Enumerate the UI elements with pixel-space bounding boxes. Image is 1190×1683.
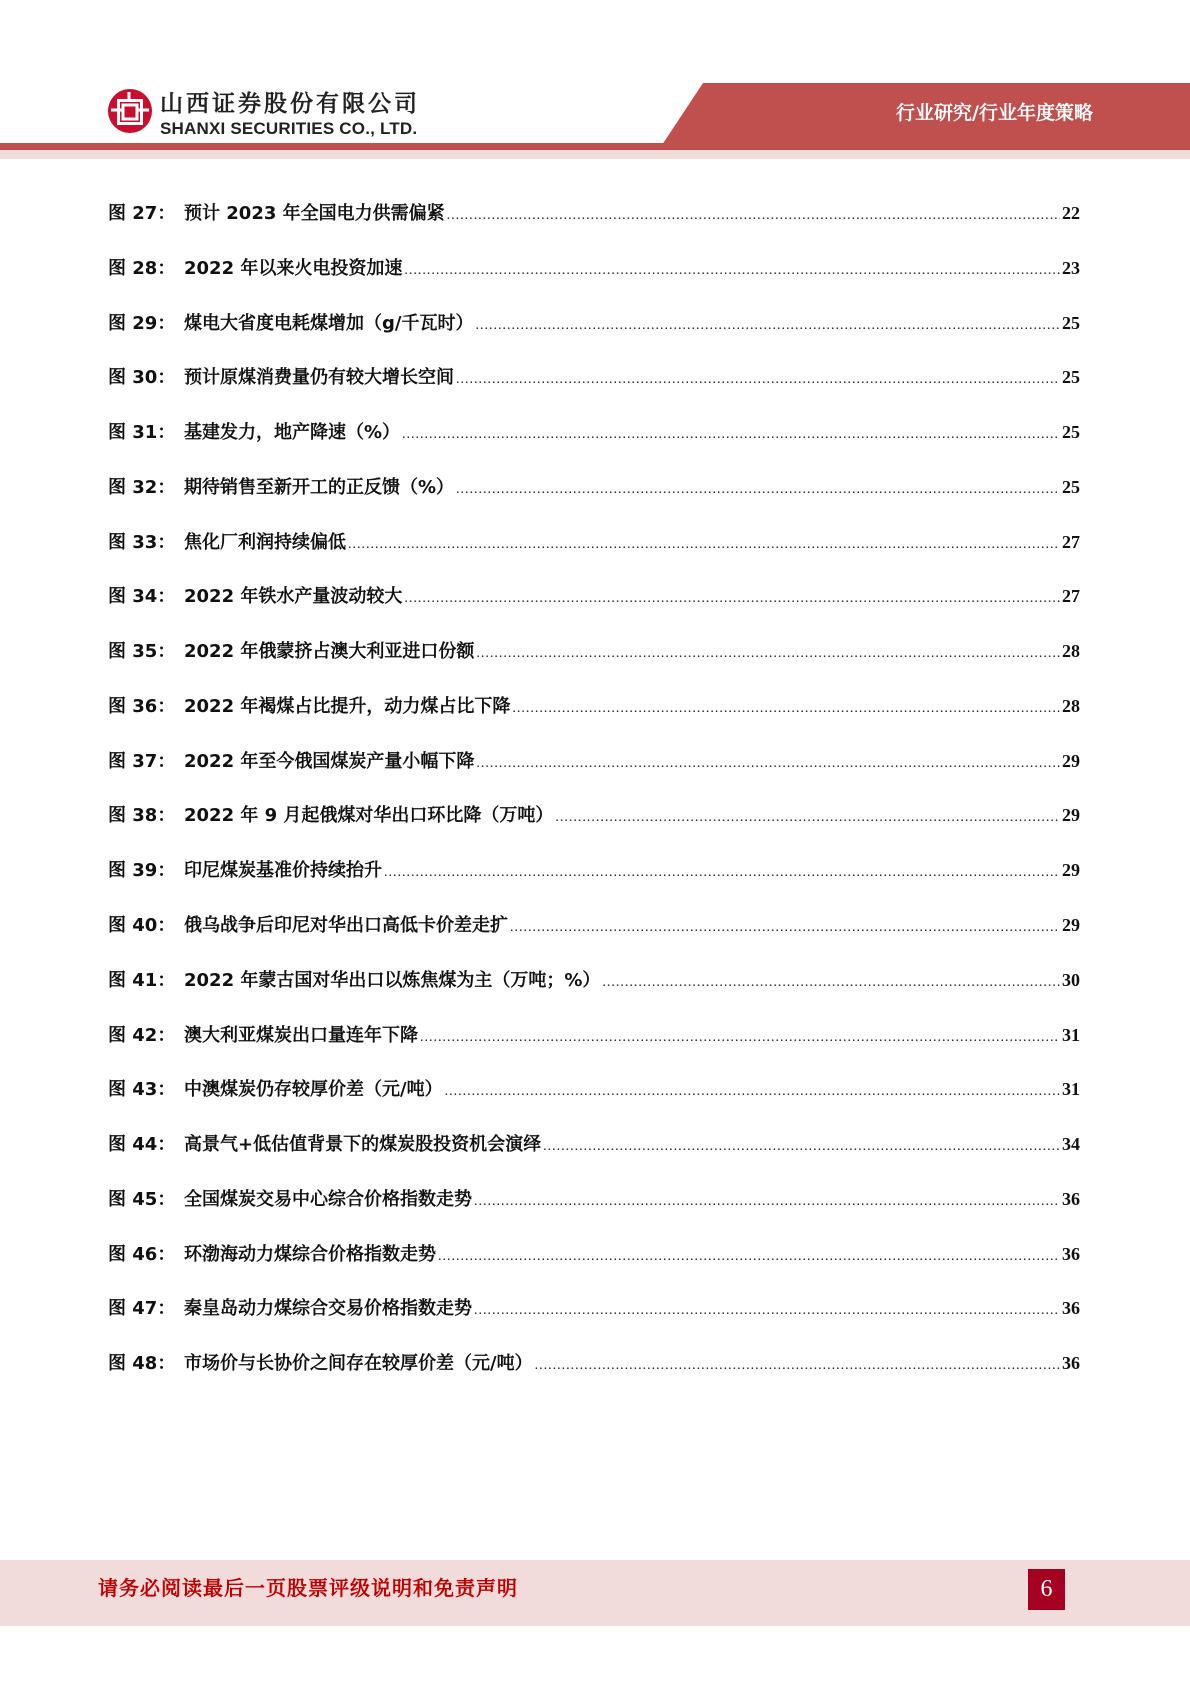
page-number: 29 bbox=[1062, 805, 1080, 825]
toc-entry[interactable] bbox=[108, 419, 1080, 445]
figure-label: 图 45： bbox=[108, 1189, 176, 1210]
dot-leader bbox=[404, 258, 1060, 284]
dot-leader bbox=[348, 532, 1060, 558]
page-number: 34 bbox=[1062, 1134, 1080, 1154]
toc-entry[interactable] bbox=[108, 967, 1080, 993]
figure-label: 图 33： bbox=[108, 532, 176, 553]
toc-entry[interactable] bbox=[108, 1186, 1080, 1212]
figure-title: 预计 2023 年全国电力供需偏紧 bbox=[184, 203, 445, 224]
figure-label: 图 32： bbox=[108, 477, 176, 498]
toc-entry[interactable] bbox=[108, 474, 1080, 500]
figure-title: 焦化厂利润持续偏低 bbox=[184, 532, 346, 553]
page-number: 25 bbox=[1062, 477, 1080, 497]
figure-title: 高景气+低估值背景下的煤炭股投资机会演绎 bbox=[184, 1134, 542, 1155]
figure-title: 预计原煤消费量仍有较大增长空间 bbox=[184, 367, 454, 388]
dot-leader bbox=[456, 367, 1060, 393]
figure-label: 图 43： bbox=[108, 1079, 176, 1100]
toc-entry[interactable] bbox=[108, 748, 1080, 774]
figure-label: 图 29： bbox=[108, 313, 176, 334]
dot-leader bbox=[543, 1134, 1060, 1160]
dot-leader bbox=[445, 1079, 1060, 1105]
dot-leader bbox=[474, 1189, 1060, 1215]
page-number: 36 bbox=[1062, 1244, 1080, 1264]
page-number: 25 bbox=[1062, 367, 1080, 387]
dot-leader bbox=[555, 805, 1060, 831]
dot-leader bbox=[402, 422, 1060, 448]
figure-title: 中澳煤炭仍存较厚价差（元/吨） bbox=[184, 1079, 443, 1100]
dot-leader bbox=[384, 860, 1060, 886]
page-number: 27 bbox=[1062, 532, 1080, 552]
toc-entry[interactable] bbox=[108, 529, 1080, 555]
figure-label: 图 44： bbox=[108, 1134, 176, 1155]
page-number: 30 bbox=[1062, 970, 1080, 990]
page-number: 29 bbox=[1062, 915, 1080, 935]
header-divider-light bbox=[0, 150, 1190, 159]
toc-entry[interactable] bbox=[108, 1131, 1080, 1157]
figure-title: 俄乌战争后印尼对华出口高低卡价差走扩 bbox=[184, 915, 508, 936]
dot-leader bbox=[475, 313, 1060, 339]
figure-label: 图 34： bbox=[108, 586, 176, 607]
page-number: 36 bbox=[1062, 1353, 1080, 1373]
page-number: 36 bbox=[1062, 1189, 1080, 1209]
page-number: 29 bbox=[1062, 860, 1080, 880]
page-number: 25 bbox=[1062, 313, 1080, 333]
company-name-cn: 山西证券股份有限公司 bbox=[160, 91, 420, 117]
report-category: 行业研究/行业年度策略 bbox=[896, 102, 1093, 124]
toc-entry[interactable] bbox=[108, 310, 1080, 336]
figure-title: 2022 年蒙古国对华出口以炼焦煤为主（万吨；%） bbox=[184, 970, 601, 991]
figure-title: 秦皇岛动力煤综合交易价格指数走势 bbox=[184, 1298, 472, 1319]
dot-leader bbox=[512, 696, 1060, 722]
page-number: 36 bbox=[1062, 1298, 1080, 1318]
figure-title: 2022 年褐煤占比提升，动力煤占比下降 bbox=[184, 696, 511, 717]
figure-title: 环渤海动力煤综合价格指数走势 bbox=[184, 1244, 436, 1265]
dot-leader bbox=[510, 915, 1060, 941]
figure-title: 2022 年俄蒙挤占澳大利亚进口份额 bbox=[184, 641, 475, 662]
toc-entry[interactable] bbox=[108, 255, 1080, 281]
figure-title: 全国煤炭交易中心综合价格指数走势 bbox=[184, 1189, 472, 1210]
dot-leader bbox=[420, 1025, 1060, 1051]
dot-leader bbox=[535, 1353, 1060, 1379]
figure-title: 2022 年至今俄国煤炭产量小幅下降 bbox=[184, 751, 475, 772]
figure-label: 图 37： bbox=[108, 751, 176, 772]
company-name-en: SHANXI SECURITIES CO., LTD. bbox=[160, 119, 418, 138]
disclaimer-notice: 请务必阅读最后一页股票评级说明和免责声明 bbox=[98, 1576, 518, 1600]
toc-entry[interactable] bbox=[108, 802, 1080, 828]
figure-label: 图 36： bbox=[108, 696, 176, 717]
toc-entry[interactable] bbox=[108, 583, 1080, 609]
toc-entry[interactable] bbox=[108, 693, 1080, 719]
dot-leader bbox=[456, 477, 1060, 503]
dot-leader bbox=[476, 641, 1060, 667]
toc-entry[interactable] bbox=[108, 1076, 1080, 1102]
page-header bbox=[0, 0, 1190, 170]
shanxi-securities-logo-icon bbox=[107, 88, 153, 134]
figure-label: 图 47： bbox=[108, 1298, 176, 1319]
page-number: 25 bbox=[1062, 422, 1080, 442]
toc-entry[interactable] bbox=[108, 1350, 1080, 1376]
figure-label: 图 46： bbox=[108, 1244, 176, 1265]
toc-entry[interactable] bbox=[108, 1241, 1080, 1267]
dot-leader bbox=[476, 751, 1060, 777]
toc-entry[interactable] bbox=[108, 364, 1080, 390]
figure-label: 图 40： bbox=[108, 915, 176, 936]
figure-label: 图 41： bbox=[108, 970, 176, 991]
figure-title: 市场价与长协价之间存在较厚价差（元/吨） bbox=[184, 1353, 533, 1374]
dot-leader bbox=[438, 1244, 1060, 1270]
page-number: 23 bbox=[1062, 258, 1080, 278]
toc-entry[interactable] bbox=[108, 200, 1080, 226]
figure-title: 期待销售至新开工的正反馈（%） bbox=[184, 477, 455, 498]
dot-leader bbox=[602, 970, 1060, 996]
page-number: 22 bbox=[1062, 203, 1080, 223]
figure-title: 2022 年 9 月起俄煤对华出口环比降（万吨） bbox=[184, 805, 554, 826]
figure-label: 图 38： bbox=[108, 805, 176, 826]
toc-entry[interactable] bbox=[108, 1295, 1080, 1321]
figure-label: 图 28： bbox=[108, 258, 176, 279]
figure-title: 印尼煤炭基准价持续抬升 bbox=[184, 860, 382, 881]
figure-label: 图 35： bbox=[108, 641, 176, 662]
toc-entry[interactable] bbox=[108, 638, 1080, 664]
page-number-badge: 6 bbox=[1028, 1569, 1065, 1610]
figure-label: 图 31： bbox=[108, 422, 176, 443]
figure-label: 图 39： bbox=[108, 860, 176, 881]
dot-leader bbox=[404, 586, 1060, 612]
figure-title: 煤电大省度电耗煤增加（g/千瓦时） bbox=[184, 313, 474, 334]
figure-title: 基建发力，地产降速（%） bbox=[184, 422, 401, 443]
dot-leader bbox=[474, 1298, 1060, 1324]
figure-title: 2022 年以来火电投资加速 bbox=[184, 258, 403, 279]
toc-entry[interactable] bbox=[108, 1022, 1080, 1048]
toc-entry[interactable] bbox=[108, 857, 1080, 883]
page-number: 29 bbox=[1062, 751, 1080, 771]
figure-title: 2022 年铁水产量波动较大 bbox=[184, 586, 403, 607]
figure-label: 图 48： bbox=[108, 1353, 176, 1374]
page-number: 28 bbox=[1062, 696, 1080, 716]
figure-title: 澳大利亚煤炭出口量连年下降 bbox=[184, 1025, 418, 1046]
page-number: 27 bbox=[1062, 586, 1080, 606]
figure-label: 图 27： bbox=[108, 203, 176, 224]
header-divider bbox=[0, 143, 1190, 150]
dot-leader bbox=[447, 203, 1060, 229]
toc-entry[interactable] bbox=[108, 912, 1080, 938]
figure-label: 图 42： bbox=[108, 1025, 176, 1046]
figure-label: 图 30： bbox=[108, 367, 176, 388]
page-number: 31 bbox=[1062, 1079, 1080, 1099]
page-number: 28 bbox=[1062, 641, 1080, 661]
page-number: 31 bbox=[1062, 1025, 1080, 1045]
